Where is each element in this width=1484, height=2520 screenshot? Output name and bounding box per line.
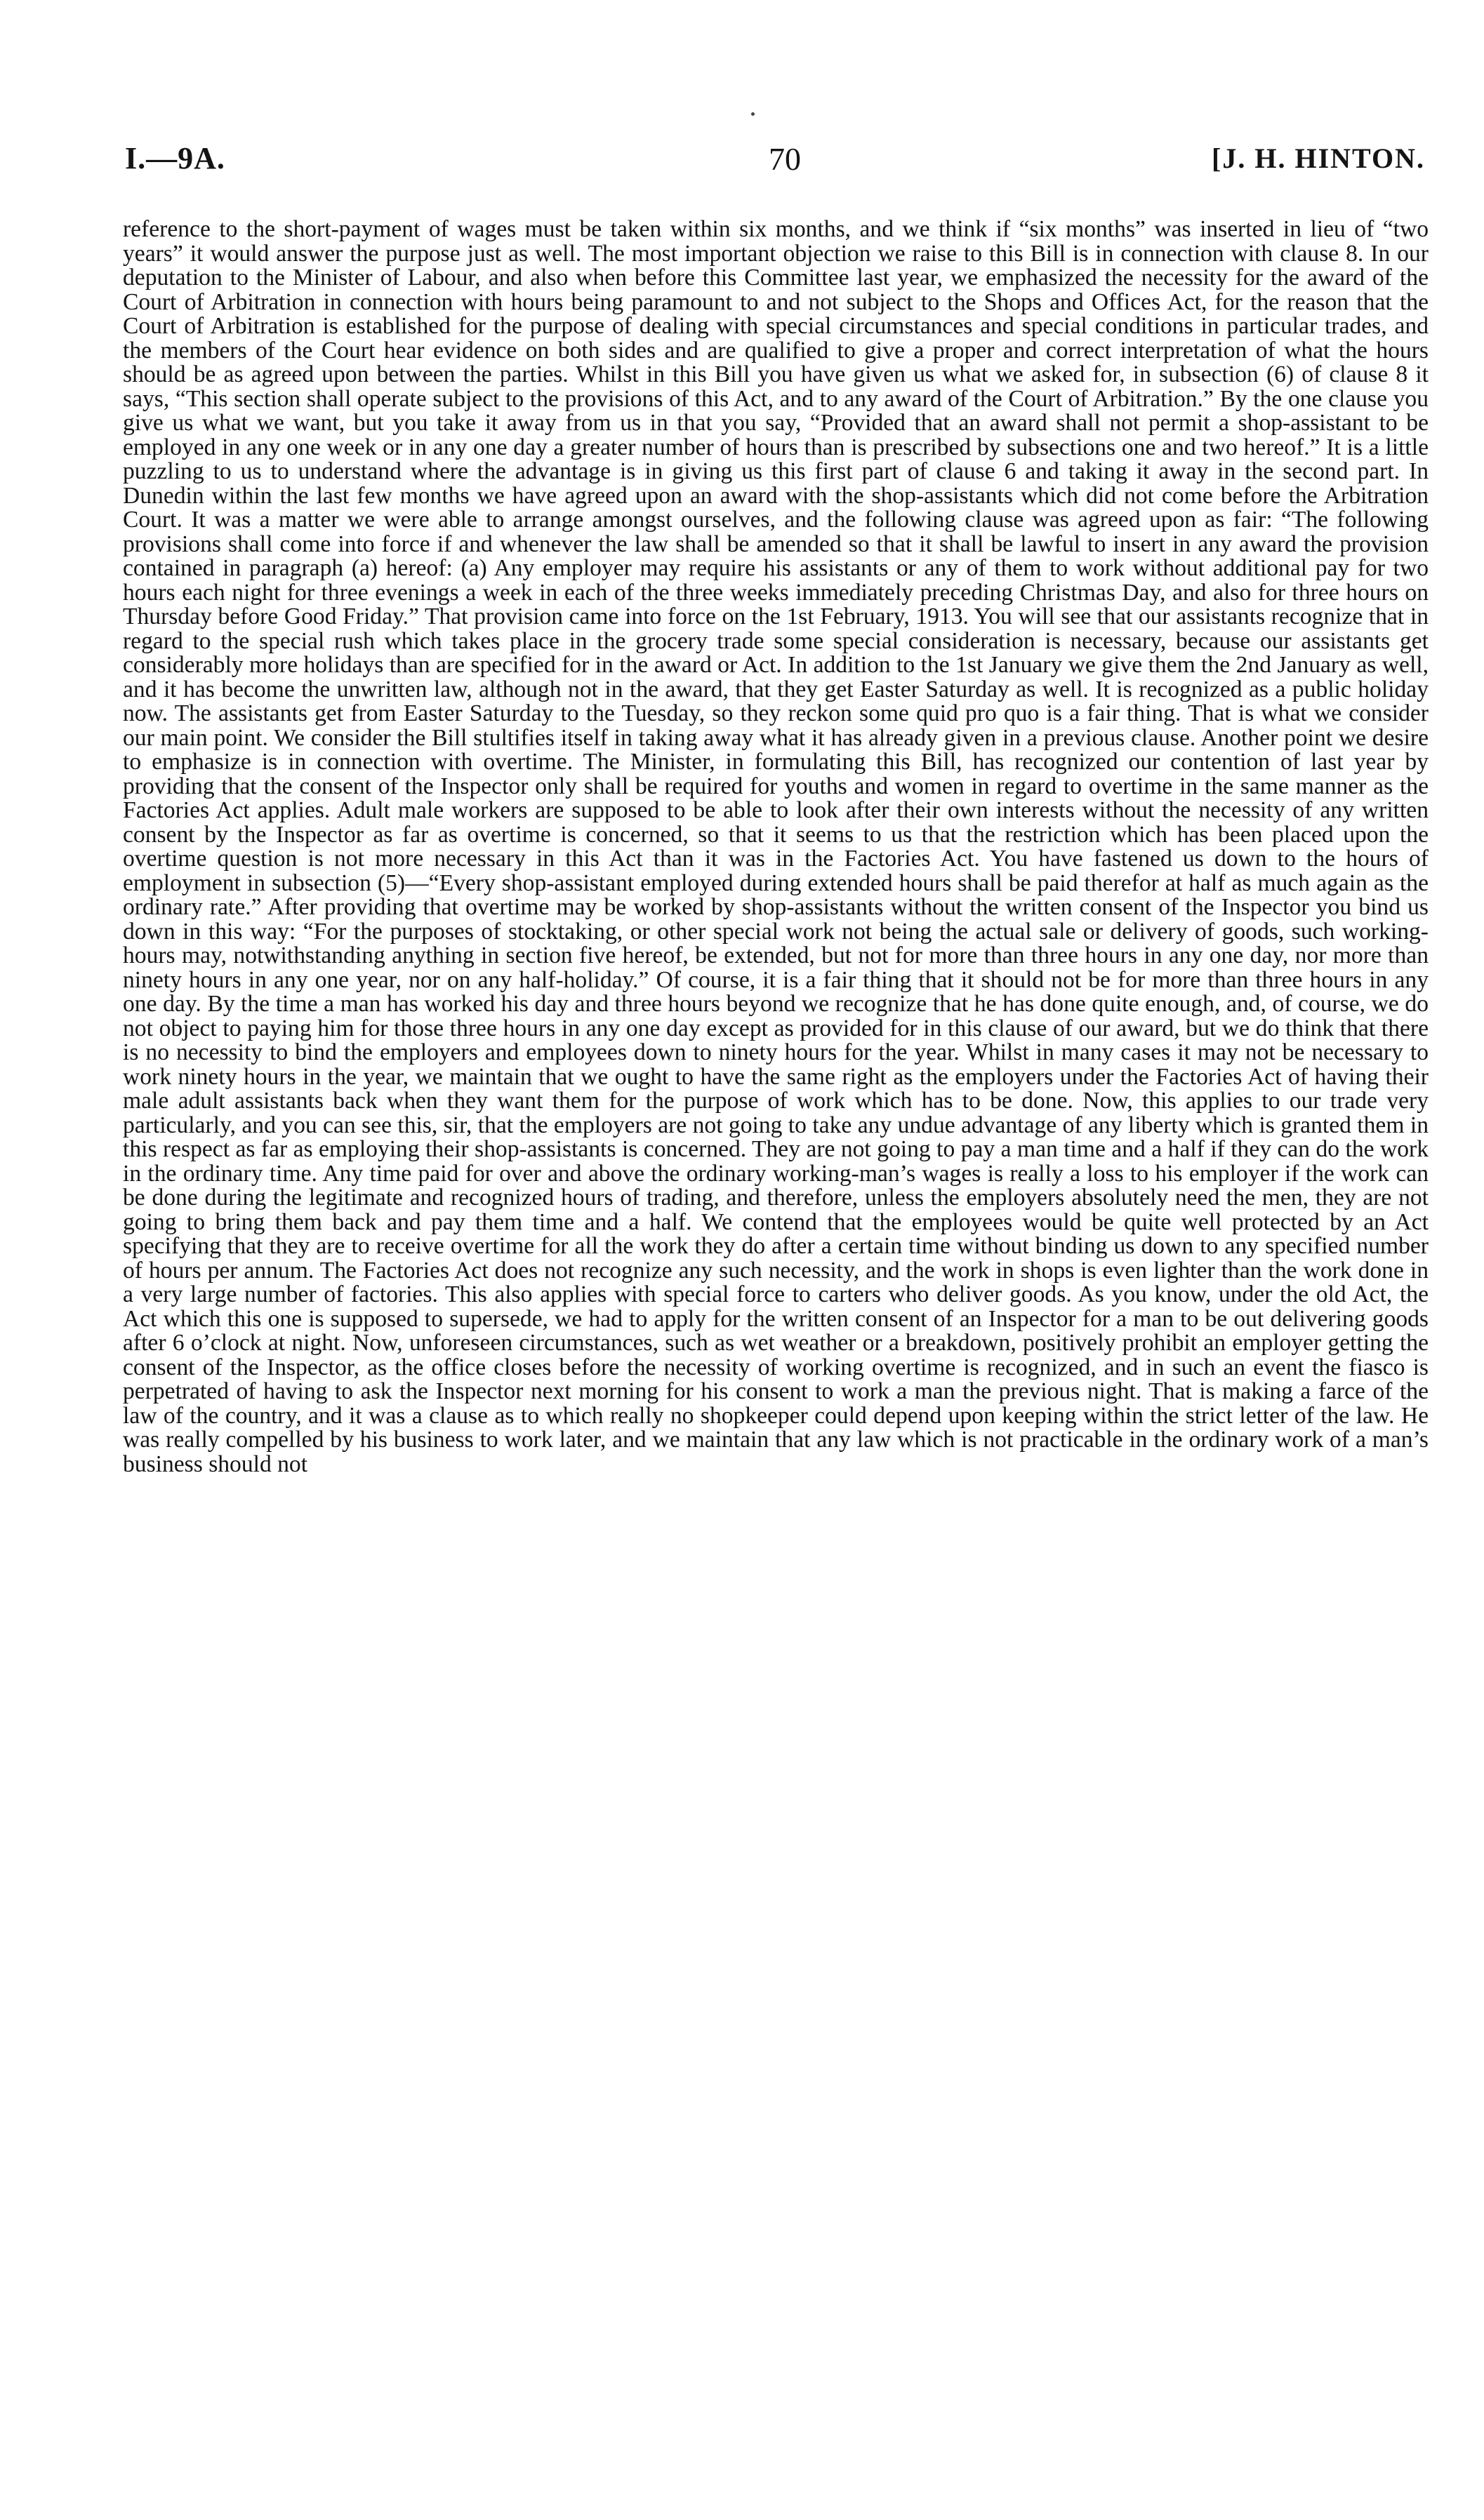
page-header — [125, 140, 1425, 182]
body-paragraph: reference to the short-payment of wages must be taken within six months, and we think if “six months” was inserted in lieu of “two years” it would answer the purpose just as well. The most important objection we raise to this Bill is in connection with clause 8. In our deputation to the Minister of Labour, and also when before this Committee last year, we emphasized the necessity for the award of the Court of Arbitration in connection with hours being paramount to and not subject to the Shops and Offices Act, for the reason that the Court of Arbitration is established for the purpose of dealing with special circumstances and special conditions in particular trades, and the members of the Court hear evidence on both sides and are qualified to give a proper and correct interpretation of what the hours should be as agreed upon between the parties. Whilst in this Bill you have given us what we asked for, in subsection (6) of clause 8 it says, “This section shall operate subject to the provisions of this Act, and to any award of the Court of Arbitration.” By the one clause you give us what we want, but you take it away from us in that you say, “Provided that an award shall not permit a shop-assistant to be employed in any one week or in any one day a greater number of hours than is prescribed by subsections one and two hereof.” It is a little puzzling to us to understand where the advantage is in giving us this first part of clause 6 and taking it away in the second part. In Dunedin within the last few months we have agreed upon an award with the shop-assistants which did not come before the Arbitration Court. It was a matter we were able to arrange amongst ourselves, and the following clause was agreed upon as fair: “The following provisions shall come into force if and whenever the law shall be amended so that it shall be lawful to insert in any award the provision contained in paragraph (a) hereof: (a) Any employer may require his assistants or any of them to work without additional pay for two hours each night for three evenings a week in each of the three weeks immediately preceding Christmas Day, and also for three hours on Thursday before Good Friday.” That provision came into force on the 1st February, 1913. You will see that our assistants recognize that in regard to the special rush which takes place in the grocery trade some special consideration is necessary, because our assistants get considerably more holidays than are specified for in the award or Act. In addition to the 1st January we give them the 2nd January as well, and it has become the unwritten law, although not in the award, that they get Easter Saturday as well. It is recognized as a public holiday now. The assistants get from Easter Saturday to the Tuesday, so they reckon some quid pro quo is a fair thing. That is what we consider our main point. We consider the Bill stultifies itself in taking away what it has already given in a previous clause. Another point we desire to emphasize is in connection with overtime. The Minister, in formulating this Bill, has recognized our contention of last year by providing that the consent of the Inspector only shall be required for youths and women in regard to overtime in the same manner as the Factories Act applies. Adult male workers are supposed to be able to look after their own interests without the necessity of any written consent by the Inspector as far as overtime is concerned, so that it seems to us that the restriction which has been placed upon the overtime question is not more necessary in this Act than it was in the Factories Act. You have fastened us down to the hours of employment in subsection (5)—“Every shop-assistant employed during extended hours shall be paid therefor at half as much again as the ordinary rate.” After providing that overtime may be worked by shop-assistants without the written consent of the Inspector you bind us down in this way: “For the purposes of stocktaking, or other special work not being the actual sale or delivery of goods, such working-hours may, notwithstanding anything in section five hereof, be extended, but not for more than three hours in any one day, nor more than ninety hours in any one year, nor on any half-holiday.” Of course, it is a fair thing that it should not be for more than three hours in any one day. By the time a man has worked his day and three hours beyond we recognize that he has done quite enough, and, of course, we do not object to paying him for those three hours in any one day except as provided for in this clause of our award, but we do think that there is no necessity to bind the employers and employees down to ninety hours for the year. Whilst in many cases it may not be necessary to work ninety hours in the year, we maintain that we ought to have the same right as the employers under the Factories Act of having their male adult assistants back when they want them for the purpose of work which has to be done. Now, this applies to our trade very particularly, and you can see this, sir, that the employers are not going to take any undue advantage of any liberty which is granted them in this respect as far as employing their shop-assistants is concerned. They are not going to pay a man time and a half if they can do the work in the ordinary time. Any time paid for over and above the ordinary working-man’s wages is really a loss to his employer if the work can be done during the legitimate and recognized hours of trading, and therefore, unless the employers absolutely need the men, they are not going to bring them back and pay them time and a half. We contend that the employees would be quite well protected by an Act specifying that they are to receive overtime for all the work they do after a certain time without binding us down to any specified number of hours per annum. The Factories Act does not recognize any such necessity, and the work in shops is even lighter than the work done in a very large number of factories. This also applies with special force to carters who deliver goods. As you know, under the old Act, the Act which this one is supposed to supersede, we had to apply for the written consent of an Inspector for a man to be out delivering goods after 6 o’clock at night. Now, unforeseen circumstances, such as wet weather or a breakdown, positively prohibit an employer getting the consent of the Inspector, as the office closes before the necessity of working overtime is recognized, and in such an event the fiasco is perpetrated of having to ask the Inspector next morning for his consent to work a man the previous night. That is making a farce of the law of the country, and it was a clause as to which really no shopkeeper could depend upon keeping within the strict letter of the law. He was really compelled by his business to work later, and we maintain that any law which is not practicable in the ordinary work of a man’s business should not — [123, 216, 1429, 1477]
print-speck — [751, 112, 755, 116]
page-number: 70 — [769, 141, 801, 177]
witness-name: [J. H. HINTON. — [1212, 142, 1425, 174]
document-reference: I.—9A. — [125, 141, 225, 175]
